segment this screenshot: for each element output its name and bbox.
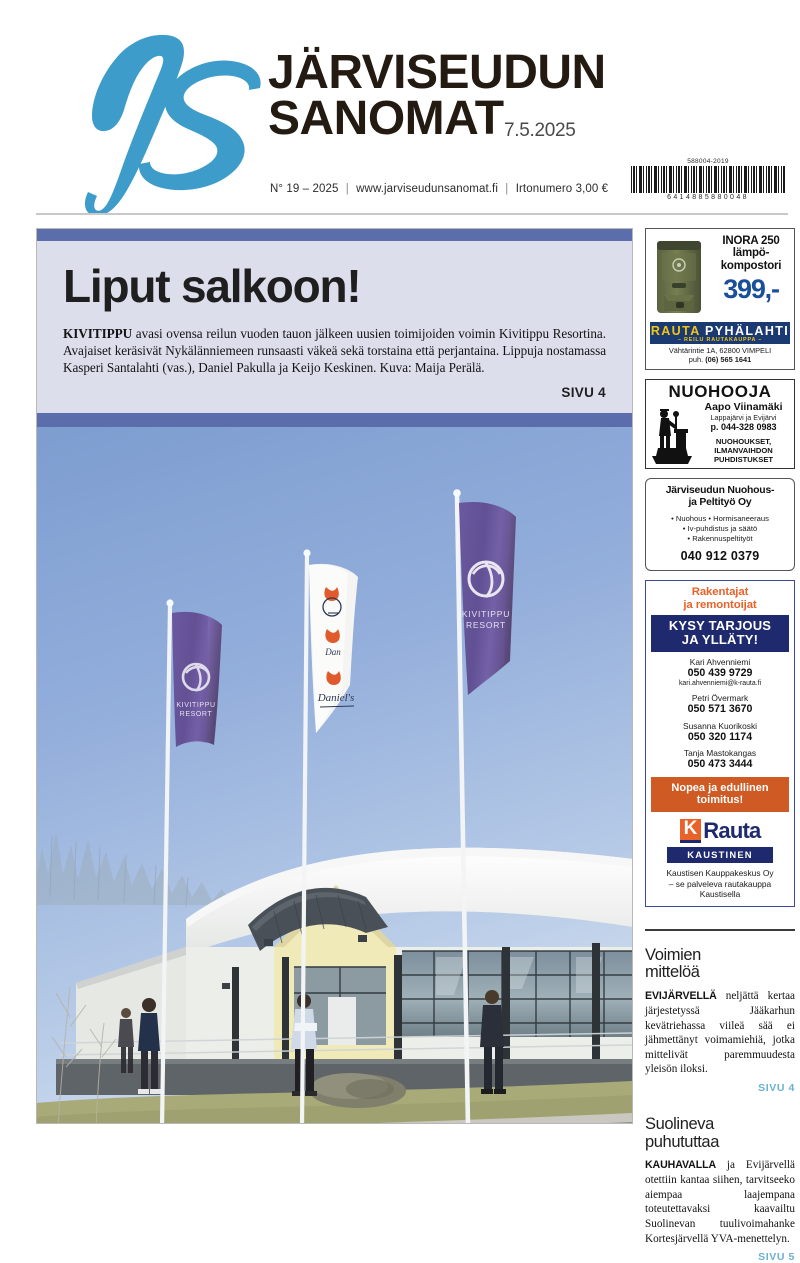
nuohooja-title: NUOHOOJA <box>668 381 772 401</box>
sidebar-column <box>645 228 795 1263</box>
krauta-offer-banner[interactable] <box>651 615 789 652</box>
contact-name: Tanja Mastokangas <box>683 748 757 759</box>
ad-phone-label: puh. <box>688 355 704 365</box>
ad-address: Vähtärintie 1A, 62800 VIMPELI <box>668 346 772 355</box>
ad-phone[interactable]: (06) 565 1641 <box>705 355 752 365</box>
masthead-title-line2 <box>268 92 606 146</box>
main-story-column <box>36 228 633 1124</box>
nuohooja-service-1: NUOHOUKSET, <box>715 436 772 446</box>
peltityo-service-1: • Nuohous • Hormisaneeraus <box>671 514 769 523</box>
krauta-footer-line3: Kaustisella <box>699 889 741 900</box>
barcode <box>628 158 788 201</box>
ad-nuohooja[interactable] <box>645 379 795 470</box>
masthead-title <box>268 46 606 146</box>
krauta-logo-k: K <box>680 819 702 843</box>
svg-text:RESORT: RESORT <box>179 711 213 719</box>
krauta-banner-line2: JA YLLÄTY! <box>681 632 759 648</box>
lead-photo <box>37 427 632 1124</box>
barcode-number: 6414885880048 <box>667 194 749 201</box>
krauta-heading-line2: ja remontoijat <box>683 598 757 611</box>
rauta-tagline: – REILU RAUTAKAUPPA – <box>677 337 763 343</box>
nuohooja-phone[interactable]: p. 044-328 0983 <box>710 422 777 433</box>
news-2-text: ja Evijärvellä otettiin kantaa siihen, tarvitseeko aiempaa laajempana toteutettavaksi kaavailtu Suolinevan tuulivoimahanke Kortesjärvellä YVA-menettelyn. <box>645 1159 795 1245</box>
issue-number: N° 19 – 2025 <box>270 183 339 195</box>
krauta-contact-1 <box>651 657 789 688</box>
nuohooja-name: Aapo Viinamäki <box>704 400 783 413</box>
krauta-contact-4 <box>651 748 789 771</box>
ad-price: 399,- <box>723 274 779 305</box>
meta-separator-1: | <box>345 183 349 195</box>
news-2-page-reference[interactable]: SIVU 5 <box>758 1251 795 1263</box>
news-1-title-line2: mittelöä <box>645 963 700 982</box>
sidebar-news-gap <box>645 1098 795 1116</box>
sidebar-news-item-2[interactable] <box>645 1116 795 1263</box>
svg-text:RESORT: RESORT <box>465 620 507 631</box>
ad-rauta-pyhalahti[interactable] <box>645 228 795 370</box>
peltityo-title-line1: Järviseudun Nuohous- <box>665 485 775 497</box>
news-2-body <box>645 1158 795 1246</box>
svg-text:KIVITIPPU: KIVITIPPU <box>461 609 511 620</box>
lead-story-box[interactable] <box>37 229 632 427</box>
delivery-line1: Nopea ja edullinen <box>671 781 769 794</box>
nuohooja-service-2: ILMANVAIHDON <box>714 446 773 456</box>
barcode-top-label: 588004-2019 <box>687 158 729 165</box>
sidebar-news-item-1[interactable] <box>645 947 795 1094</box>
krauta-footer-line2: – se palveleva rautakauppa <box>668 878 772 889</box>
news-1-title <box>645 947 795 983</box>
product-line2: lämpö- <box>732 247 770 260</box>
news-2-title-line2: puhututtaa <box>645 1132 719 1151</box>
masthead-title-line1: JÄRVISEUDUN <box>268 46 606 99</box>
delivery-line2: toimitus! <box>696 793 744 806</box>
nuohooja-services <box>697 437 790 464</box>
svg-text:Daniel's: Daniel's <box>317 692 355 705</box>
contact-phone[interactable]: 050 439 9729 <box>687 667 753 680</box>
peltityo-service-3: • Rakennuspeltityöt <box>687 534 753 544</box>
lead-kicker: KIVITIPPU <box>63 326 133 341</box>
krauta-delivery-banner <box>651 777 789 812</box>
contact-name: Petri Övermark <box>691 693 749 704</box>
js-logo-icon[interactable] <box>84 30 264 215</box>
rauta-brand-word: RAUTA <box>650 324 701 338</box>
lead-body-text <box>63 325 606 376</box>
news-1-page-reference[interactable]: SIVU 4 <box>758 1081 795 1094</box>
sidebar-divider <box>645 929 795 931</box>
nuohooja-areas: Lappajärvi ja Evijärvi <box>710 412 777 422</box>
ad-peltityo[interactable] <box>645 478 795 571</box>
k-rauta-logo <box>651 819 789 843</box>
ad-k-rauta-kaustinen[interactable] <box>645 580 795 907</box>
peltityo-title-line2: ja Peltityö Oy <box>688 497 752 509</box>
ad-product-name <box>712 235 790 272</box>
masthead-date: 7.5.2025 <box>504 119 576 141</box>
contact-name: Kari Ahvenniemi <box>689 657 751 668</box>
ad-address-block <box>650 346 790 365</box>
krauta-contact-2 <box>651 693 789 716</box>
news-1-text: neljättä kertaa järjestetyssä Jääkarhun kevätriehassa viileä sää ei jähmettänyt voimamiehiä, jotka mittelivät paremmuudesta yleisön iloksi. <box>645 990 795 1076</box>
krauta-logo-wordmark: Rauta <box>703 817 761 843</box>
news-2-kicker: KAUHAVALLA <box>645 1159 716 1172</box>
masthead-divider <box>36 213 788 215</box>
peltityo-services <box>651 514 789 544</box>
krauta-footer <box>651 868 789 900</box>
peltityo-title <box>651 485 789 509</box>
peltityo-service-2: • Iv-puhdistus ja säätö <box>682 524 758 534</box>
lead-body: avasi ovensa reilun vuoden tauon jälkeen uusien toimijoiden voimin Kivitippu Resortina. Avajaiset keräsivät Nykälänniemeen runsaasti väkeä sekä torstaina että perjantaina. Lippuja nostamassa Kasperi Santalahti (vas.), Daniel Pakulla ja Keijo Keskinen. Kuva: Maija Perälä. <box>63 326 606 376</box>
chimney-sweep-icon <box>650 402 694 464</box>
krauta-heading <box>651 586 789 611</box>
news-2-title-line1: Suolineva <box>645 1114 714 1133</box>
krauta-city-badge: KAUSTINEN <box>667 847 773 863</box>
news-1-body <box>645 989 795 1077</box>
news-1-kicker: EVIJÄRVELLÄ <box>645 990 717 1003</box>
peltityo-phone[interactable]: 040 912 0379 <box>680 549 760 564</box>
contact-name: Susanna Kuorikoski <box>682 720 758 731</box>
pyhalahti-brand-word: PYHÄLAHTI <box>705 324 790 338</box>
news-2-title <box>645 1116 795 1152</box>
svg-text:KIVITIPPU: KIVITIPPU <box>176 702 216 710</box>
product-line3: kompostori <box>720 259 782 272</box>
product-line1: INORA 250 <box>722 235 780 247</box>
svg-text:Dan: Dan <box>325 647 341 658</box>
masthead-meta <box>270 183 608 195</box>
masthead <box>0 0 800 216</box>
page-body <box>0 228 800 1263</box>
website-link[interactable]: www.jarviseudunsanomat.fi <box>356 183 498 195</box>
contact-phone[interactable]: 050 320 1174 <box>687 730 753 743</box>
lead-page-reference[interactable]: SIVU 4 <box>561 385 606 401</box>
contact-email[interactable]: kari.ahvenniemi@k-rauta.fi <box>678 679 762 687</box>
nuohooja-service-3: PUHDISTUKSET <box>713 455 774 465</box>
masthead-title-line2-text: SANOMAT <box>268 92 504 146</box>
contact-phone[interactable]: 050 571 3670 <box>687 703 753 716</box>
rauta-pyhalahti-logo <box>650 322 790 344</box>
krauta-banner-line1: KYSY TARJOUS <box>668 618 772 634</box>
krauta-footer-line1: Kaustisen Kauppakeskus Oy <box>666 867 774 878</box>
barcode-bars-icon <box>631 166 785 193</box>
krauta-contact-3 <box>651 721 789 744</box>
single-copy-price: Irtonumero 3,00 € <box>515 183 609 195</box>
compost-bin-icon <box>650 233 708 319</box>
contact-phone[interactable]: 050 473 3444 <box>687 758 753 771</box>
news-1-title-line1: Voimien <box>645 945 701 964</box>
meta-separator-2: | <box>505 183 509 195</box>
lead-headline: Liput salkoon! <box>63 260 361 312</box>
krauta-heading-line1: Rakentajat <box>691 586 749 599</box>
